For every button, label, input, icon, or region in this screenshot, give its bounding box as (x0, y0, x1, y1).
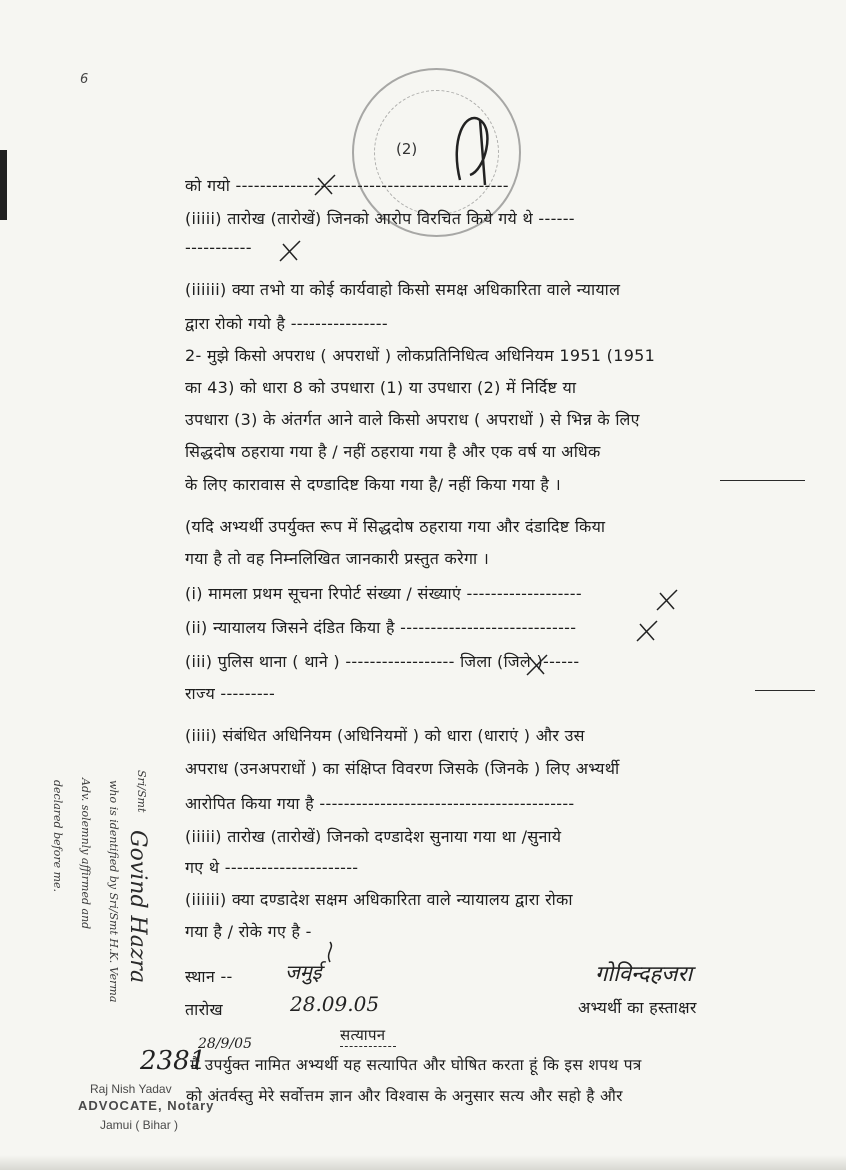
body-line-21: गए थे ---------------------- (185, 858, 359, 877)
body-line-8: उपधारा (3) के अंतर्गत आने वाले किसो अपराध ( अपराधों ) से भिन्न के लिए (185, 410, 640, 429)
body-line-17: (iiii) संबंधित अधिनियम (अधिनियमों ) को धारा (धाराएं ) और उस (185, 726, 585, 745)
verification-heading: सत्यापन (340, 1026, 386, 1044)
body-line-4: (iiiiii) क्या तभो या कोई कार्यवाहो किसो समक्ष अधिकारिता वाले न्यायाल (185, 280, 621, 299)
verification-line-1: मैं उपर्युक्त नामित अभ्यर्थी यह सत्यापित और घोषित करता हूं कि इस शपथ पत्र (190, 1056, 642, 1074)
body-line-11: (यदि अभ्यर्थी उपर्युक्त रूप में सिद्धदोष ठहराया गया और दंडादिष्ट किया (185, 517, 606, 536)
body-line-23: गया है / रोके गए है - (185, 922, 312, 941)
margin-note-line3: Adv. solemnly affirmed and (79, 778, 92, 930)
heading-underline (340, 1046, 396, 1047)
date-value: 28.09.05 (290, 992, 380, 1016)
body-line-7: का 43) को धारा 8 को उपधारा (1) या उपधारा (2) में निर्दिष्ट या (185, 378, 577, 397)
body-line-15: (iii) पुलिस थाना ( थाने ) ------------------ जिला (जिले )------ (185, 652, 580, 671)
body-line-14: (ii) न्यायालय जिसने दंडित किया है ----------------------------- (185, 618, 577, 637)
strike-line (720, 480, 805, 481)
body-line-10: के लिए कारावास से दण्डादिष्ट किया गया है/ नहीं किया गया है । (185, 475, 561, 494)
cross-mark (310, 170, 340, 200)
signature-caption: अभ्यर्थी का हस्ताक्षर (578, 998, 697, 1017)
verification-line-2: को अंतर्वस्तु मेरे सर्वोत्तम ज्ञान और विश्वास के अनुसार सत्य और सहो है और (186, 1087, 623, 1105)
applicant-signature: गोविन्दहजरा (595, 962, 693, 987)
seal-number: (2) (396, 140, 418, 158)
scan-edge-shadow (0, 150, 7, 220)
body-line-19: आरोपित किया गया है ------------------------------------------ (185, 794, 575, 813)
date-label: तारोख (185, 1000, 223, 1019)
notary-name: Raj Nish Yadav (90, 1082, 172, 1096)
margin-deponent-name: Govind Hazra (125, 830, 150, 984)
body-line-1: को गयो --------------------------------------------- (185, 176, 509, 195)
body-line-2: (iiiii) तारोख (तारोखें) जिनको आरोप विरचित किये गये थे ------ (185, 209, 575, 228)
place-value: जमुई (285, 960, 322, 984)
body-line-3: ----------- (185, 238, 252, 257)
cross-mark-4 (632, 616, 662, 646)
notary-title: ADVOCATE, Notary (78, 1098, 215, 1113)
body-line-9: सिद्धदोष ठहराया गया है / नहीं ठहराया गया है और एक वर्ष या अधिक (185, 442, 601, 461)
cross-mark-5 (522, 650, 552, 680)
notary-number: 2381 (140, 1046, 207, 1076)
notary-date: 28/9/05 (198, 1036, 252, 1052)
notary-place: Jamui ( Bihar ) (100, 1118, 179, 1132)
body-line-12: गया है तो वह निम्नलिखित जानकारी प्रस्तुत करेगा । (185, 549, 490, 568)
body-line-22: (iiiiii) क्या दण्डादेश सक्षम अधिकारिता वाले न्यायालय द्वारा रोका (185, 890, 573, 909)
margin-note-line2: who is identified by Sri/Smt H.K. Verma (107, 780, 120, 1003)
body-line-18: अपराध (उनअपराधों ) का संक्षिप्त विवरण जिसके (जिनके ) लिए अभ्यर्थी (185, 759, 620, 778)
cross-mark-6 (320, 940, 340, 965)
body-line-20: (iiiii) तारोख (तारोखें) जिनको दण्डादेश सुनाया गया था /सुनाये (185, 827, 562, 846)
body-line-16: राज्य --------- (185, 684, 276, 703)
cross-mark-2 (275, 236, 305, 266)
margin-note-line4: declared before me. (51, 780, 64, 893)
corner-mark: 6 (80, 72, 89, 87)
scan-bottom-shadow (0, 1155, 846, 1170)
body-line-5: द्वारा रोको गयो है ---------------- (185, 314, 388, 333)
place-label: स्थान -- (185, 967, 233, 986)
body-line-6: 2- मुझे किसो अपराध ( अपराधों ) लोकप्रतिनिधित्व अधिनियम 1951 (1951 (185, 346, 656, 365)
margin-note-line1: Sri/Smt (135, 770, 148, 813)
body-line-13: (i) मामला प्रथम सूचना रिपोर्ट संख्या / संख्याएं ------------------- (185, 584, 582, 603)
strike-line-2 (755, 690, 815, 691)
cross-mark-3 (652, 585, 682, 615)
